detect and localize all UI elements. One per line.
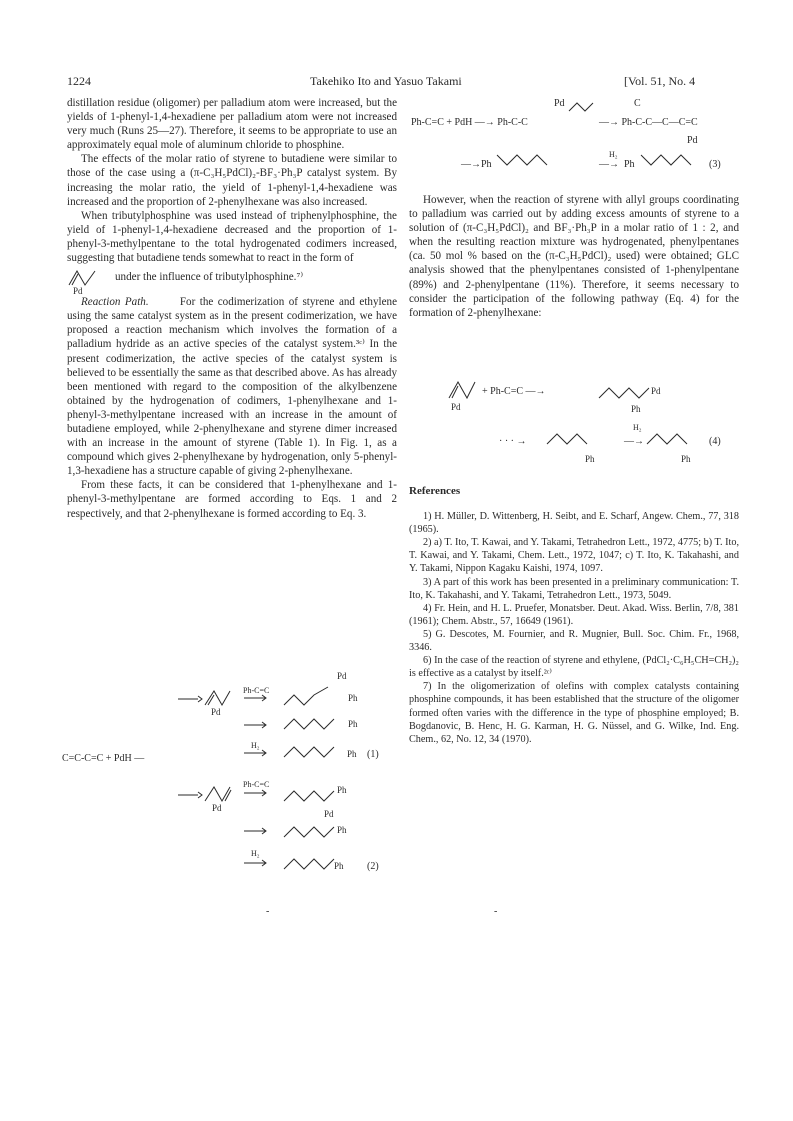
c-label: C	[634, 98, 641, 109]
diene-chain	[547, 434, 587, 444]
reference-item: 4) Fr. Hein, and H. L. Pruefer, Monatsber. Deut. Akad. Wiss. Berlin, 7/8, 381 (1961); Chem. Abstr., 57, 16649 (1961).	[409, 602, 739, 627]
ph-label: Ph	[337, 825, 347, 835]
ph-label: Ph	[481, 159, 492, 170]
equation-number: (1)	[367, 749, 379, 760]
volume-info: [Vol. 51, No. 4	[624, 74, 696, 88]
arrow: —→	[599, 159, 619, 170]
paragraph: When tributylphosphine was used instead of triphenylphosphine, the yield of 1-phenyl-1,4-hexadiene decreased and the proportion of 1-phenyl-3-methylpentane to the total hydrogenated codimers increased, suggesting that butadiene tends somewhat to react in the form of	[67, 209, 397, 265]
ph-label: Ph	[337, 785, 347, 795]
branched-chain	[284, 791, 334, 801]
butadiene-pd-icon	[67, 265, 107, 295]
butadiene-pd-inline-structure	[67, 265, 397, 295]
left-column	[67, 96, 397, 521]
styrene-label: Ph-C=C	[243, 780, 270, 789]
pd-label: Pd	[554, 98, 565, 109]
dots-arrow: · · · →	[499, 436, 527, 447]
methylpentyl-chain	[284, 859, 334, 869]
ph-label: Ph	[631, 404, 641, 414]
section-title: Reaction Path.	[81, 296, 149, 309]
pd-label: Pd	[73, 286, 83, 296]
references-title: References	[409, 485, 461, 497]
reaction-scheme-eq1-eq2	[62, 665, 392, 875]
right-column-text	[409, 193, 739, 320]
pd-label: Pd	[687, 135, 698, 146]
paragraph: The effects of the molar ratio of styrene to butadiene were similar to those of the case using a (π-C₃H₅PdCl)₂-BF₃·Ph₃P catalyst system. By increasing the molar ratio, the yield of 1-phenyl-1,4-hexadiene was increased and the proportion of 2-phenylhexane was also increased.	[67, 153, 397, 208]
reactants-label: Ph-C=C + PdH —→ Ph-C-C	[411, 117, 528, 128]
ph-label: Ph	[348, 693, 358, 703]
equation-number: (4)	[709, 436, 721, 447]
pd-chain	[599, 388, 649, 398]
reaction-scheme-eq3	[409, 95, 729, 175]
paragraph: From these facts, it can be considered that 1-phenylhexane and 1-phenyl-3-methylpentane are formed according to Eqs. 1 and 2 respectively, and that 2-phenylhexane is formed according to Eq. 3.	[67, 479, 397, 520]
phenylhexane-chain	[641, 155, 691, 165]
diene-chain	[497, 155, 547, 165]
equation-number: (2)	[367, 861, 379, 872]
page-number: 1224	[67, 74, 91, 88]
reference-item: 7) In the oligomerization of olefins with complex catalysts containing phosphine compounds, it has been established that the structure of the oligomer formed often varies with the difference in the type of phosphine employed; B. Bogdanovic, B. Henc, H. G. Karman, H. G. Nüssel, and G. Wilke, Ind. Eng. Chem., 62, No. 12, 34 (1970).	[409, 681, 739, 745]
h2-label: H₂	[251, 849, 260, 858]
reference-item: 5) G. Descotes, M. Fournier, and R. Mugnier, Bull. Soc. Chim. Fr., 1968, 3346.	[409, 628, 739, 654]
references-section	[409, 484, 739, 746]
paragraph: distillation residue (oligomer) per palladium atom were increased, but the yields of 1-phenyl-1,4-hexadiene per palladium atom were not increased very much (Runs 25—27). Therefore, it seems to be appropriate to use an approximately equal mole of aluminum chloride to phosphine.	[67, 97, 397, 152]
reaction-scheme-eq4	[409, 368, 729, 468]
allyl-structure	[569, 103, 593, 111]
footer-mark: -	[494, 906, 498, 917]
diene-chain	[284, 719, 334, 729]
paragraph: However, when the reaction of styrene with allyl groups coordinating to palladium was carried out by adding excess amounts of styrene to a solution of (π-C₃H₅PdCl)₂ and BF₃·Ph₃P in a molar ratio of 1 : 2, and when the resulting reaction mixture was hydrogenated, phenylpentanes (ca. 50 mol % based on the (π-C₃H₅PdCl)₂ used) were obtained; GLC analysis showed that the phenylpentanes consisted of 1-phenylpentane (89%) and 2-phenylpentane (11%). Therefore, it seems necessary to consider the participation of the following pathway (Eq. 4) for the formation of 2-phenylhexane:	[409, 194, 739, 319]
pd-label: Pd	[212, 803, 222, 813]
hexyl-chain	[284, 747, 334, 757]
reference-item: 3) A part of this work has been presented in a preliminary communication: T. Ito, K. Takahashi, and Y. Takami, Tetrahedron Lett., 1973, 5049.	[409, 576, 739, 601]
pd-label: Pd	[451, 402, 461, 412]
ph-label: Ph	[334, 861, 344, 871]
ph-label: Ph	[624, 159, 635, 170]
styrene-plus-label: + Ph-C=C —→	[482, 386, 546, 397]
intermediate-label: —→ Ph-C-C—C—C=C	[599, 117, 698, 128]
reference-item: 6) In the case of the reaction of styrene and ethylene, (PdCl₂·C₆H₅CH=CH₂)₂ is effective as a catalyst by itself.²ᶜ⁾	[409, 655, 739, 680]
phenylhexane-chain	[647, 434, 687, 444]
ph-label: Ph	[681, 454, 691, 464]
h2-label: H₂	[633, 423, 642, 432]
reference-item: 2) a) T. Ito, T. Kawai, and Y. Takami, Tetrahedron Lett., 1972, 4775; b) T. Ito, T. Kawai, and Y. Takami, Chem. Lett., 1972, 1047; c) T. Ito, K. Takahashi, and Y. Takami, Nippon Kagaku Kaishi, 1974, 1097.	[409, 537, 739, 575]
reference-item: 1) H. Müller, D. Wittenberg, H. Seibt, and E. Scharf, Angew. Chem., 77, 318 (1965).	[409, 511, 739, 536]
ph-label: Ph	[348, 719, 358, 729]
section-text: For the codimerization of styrene and ethylene using the same catalyst system as in the present codimerization, we have proposed a reaction mechanism which involves the formation of a palladium hydride as an active species of the catalyst system.³ᶜ⁾ In the present codimerization, the active species of the catalyst system is believed to be essentially the same as that described above. As has already been mentioned with regard to the composition of the alkylbenzene obtained by the hydrogenation of codimers, 1-phenylhexane and 1-phenyl-3-methylpentane increased with an increase in the amount of butadiene employed, while 2-phenylhexane and styrene dimer increased with an increase in the amount of styrene (Table 1). In Fig. 1, as a compound which gives 2-phenylhexane by hydrogenation, only 5-phenyl-1,3-hexadiene has a structure capable of giving 2-phenylhexane.	[67, 296, 397, 478]
pd-label: Pd	[211, 707, 221, 717]
pd-intermediate-chain	[284, 687, 328, 705]
h2-label: H₂	[609, 150, 618, 159]
ph-label: Ph	[347, 749, 357, 759]
ph-label: Ph	[585, 454, 595, 464]
running-head-authors: Takehiko Ito and Yasuo Takami	[310, 74, 462, 88]
reactants-label: C=C-C=C + PdH —	[62, 753, 145, 764]
equation-number: (3)	[709, 159, 721, 170]
h2-label: H₂	[251, 741, 260, 750]
paragraph-tail: under the influence of tributylphosphine.⁷⁾	[115, 271, 304, 284]
arrow: —→	[624, 436, 644, 447]
footer-mark: -	[266, 906, 270, 917]
styrene-label: Ph-C=C	[243, 686, 270, 695]
paragraph	[67, 295, 397, 478]
arrow: —→	[461, 159, 481, 170]
pd-label: Pd	[324, 809, 334, 819]
pd-label: Pd	[651, 386, 661, 396]
pd-label: Pd	[337, 671, 347, 681]
branched-diene	[284, 827, 334, 837]
